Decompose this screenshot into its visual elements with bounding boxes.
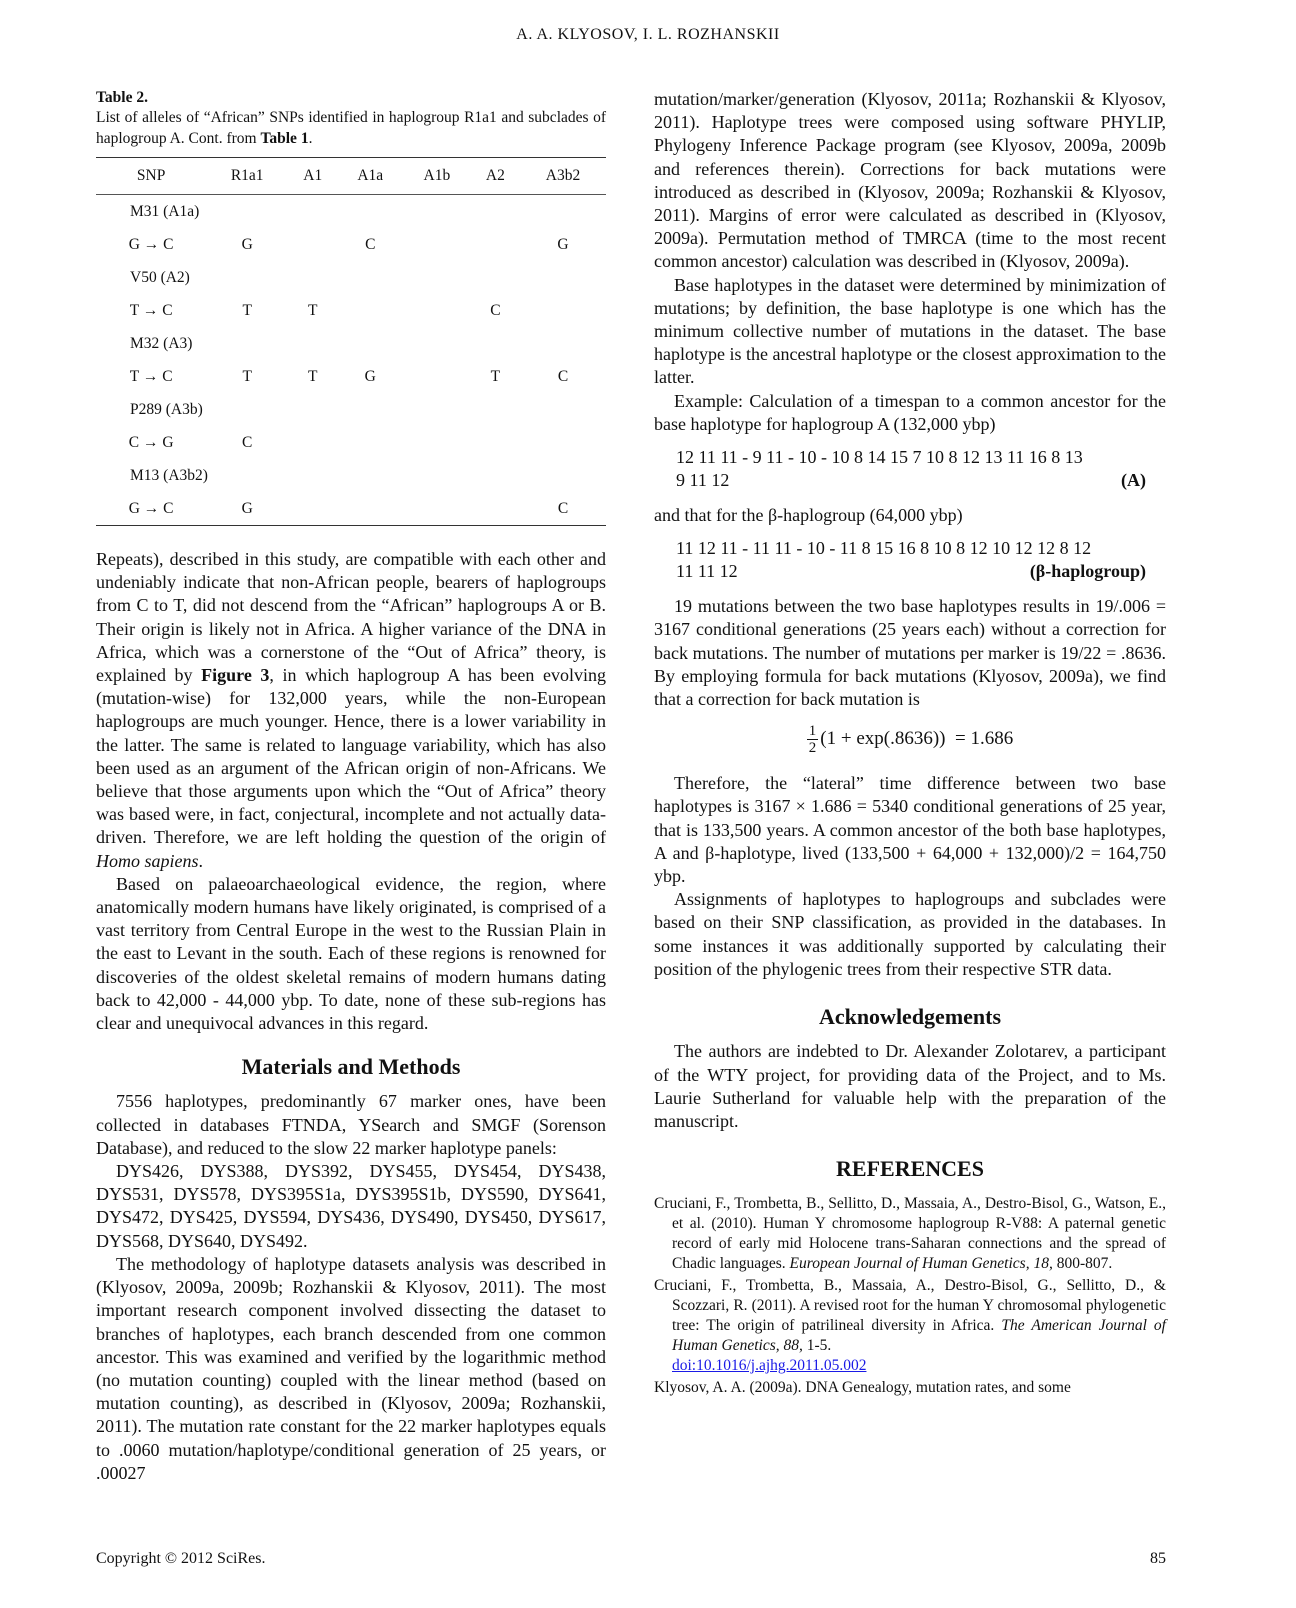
reference-text: Cruciani, F., Trombetta, B., Sellitto, D., Massaia, A., Destro-Bisol, G., Watson, E., et al. (2010). Human Y chromosome haplogroup R-V88: A paternal genetic record of early mid Holocene trans-Saharan connections and the spread of Chadic languages. xyxy=(654,1195,1166,1273)
table-group-row xyxy=(96,459,606,492)
table-cell xyxy=(471,492,520,526)
table-cell xyxy=(288,228,337,261)
text-span: , in which haplogroup A has been evolving (mutation-wise) for 132,000 years, while the non-European haplogroups are much younger. Hence, there is a lower variability in the latter. The same is related to language variability, which has also been used as an argument of the African origin of non-Africans. We believe that those arguments upon which the “Out of Africa” theory was based were, in fact, conjectural, incomplete and not actually data-driven. Therefore, we are left holding the question of the origin of xyxy=(96,665,606,848)
table-cell: C xyxy=(365,235,376,253)
reference-journal: European Journal of Human Genetics, 18, xyxy=(789,1255,1053,1273)
table-group-row xyxy=(96,327,606,360)
snp-table xyxy=(96,157,606,526)
formula-result: = 1.686 xyxy=(955,728,1014,750)
figure-ref: Figure 3 xyxy=(201,665,270,686)
body-paragraph: Assignments of haplotypes to haplogroups and subclades were based on their SNP classification, as provided in the databases. In some instances it was additionally supported by calculating their position of the phylogenic trees from their respective STR data. xyxy=(654,889,1166,979)
group-label: V50 (A2) xyxy=(130,268,190,286)
acknowledgements-text: The authors are indebted to Dr. Alexander Zolotarev, a participant of the WTY project, for providing data of the Project, and to Ms. Laurie Sutherland for valuable help with the preparation of the manuscript. xyxy=(654,1041,1166,1131)
table-row xyxy=(96,228,606,261)
table-row xyxy=(96,492,606,526)
caption-text: List of alleles of “African” SNPs identified in haplogroup R1a1 and subclades of haplogroup A. Cont. from xyxy=(96,109,606,147)
table-row xyxy=(96,294,606,327)
section-heading-references: REFERENCES xyxy=(836,1156,984,1182)
body-paragraph: Based on palaeoarchaeological evidence, the region, where anatomically modern humans have likely originated, is comprised of a vast territory from Central Europe in the west to the Russian Plain in the east to Levant in the south. Each of these regions is renowned for discoveries of the oldest skeletal remains of modern humans dating back to 42,000 - 44,000 ybp. To date, none of these sub-regions has clear and unequivocal advances in this regard. xyxy=(96,873,606,1034)
haplotype-beta-label: (β-haplogroup) xyxy=(1029,561,1146,582)
table-cell: G → C xyxy=(128,235,174,253)
table-cell: T xyxy=(308,301,318,319)
group-label: M32 (A3) xyxy=(130,334,193,352)
table-cell xyxy=(520,426,606,459)
body-paragraph: 19 mutations between the two base haplotypes results in 19/.006 = 3167 conditional generations (25 years each) without a correction for back mutations. The number of mutations per marker is 19/22 = .8636. By employing formula for back mutations (Klyosov, 2009a), we find that a correction for back mutation is xyxy=(654,596,1166,710)
table-cell: G xyxy=(557,235,569,253)
table-caption xyxy=(96,108,606,149)
formula-numerator: 1 xyxy=(808,723,817,740)
body-paragraph: Therefore, the “lateral” time difference between two base haplotypes is 3167 × 1.686 = 5340 conditional generations of 25 year, that is 133,500 years. A common ancestor of the both base haplotypes, A and β-haplotype, lived (133,500 + 64,000 + 132,000)/2 = 164,750 ybp. xyxy=(654,773,1166,887)
formula-body: (1 + exp(.8636)) xyxy=(820,728,946,750)
header-r1a1: R1a1 xyxy=(230,167,264,185)
table-cell: T xyxy=(490,367,501,385)
table-cell: T → C xyxy=(129,301,173,319)
body-paragraph: The methodology of haplotype datasets analysis was described in (Klyosov, 2009a, 2009b; Rozhanskii & Klyosov, 2011). The most important research component involved dissecting the dataset to branches of haplotypes, each branch descended from one common ancestor. This was examined and verified by the logarithmic method (no mutation counting) coupled with the linear method (based on mutation counting), as described in (Klyosov, 2009a; Rozhanskii, 2011). The mutation rate constant for the 22 marker haplotypes equals to .0060 mutation/haplotype/conditional generation of 25 years, or .00027 xyxy=(96,1253,606,1483)
haplotype-a-line2-row xyxy=(676,469,1166,492)
caption-end: . xyxy=(308,129,313,147)
header-a2: A2 xyxy=(485,167,505,185)
italic-term: Homo sapiens xyxy=(96,850,199,871)
body-paragraph: mutation/marker/generation (Klyosov, 2011a; Rozhanskii & Klyosov, 2011). Haplotype trees were composed using software PHYLIP, Phylogeny Inference Package program (see Klyosov, 2009a, 2009b and references therein). Corrections for back mutations were introduced as described in (Klyosov, 2009a; Rozhanskii & Klyosov, 2011). Margins of error were calculated as described in (Klyosov, 2009a). Permutation method of TMRCA (time to the most recent common ancestor) calculation was described in (Klyosov, 2009a). xyxy=(654,89,1166,272)
table-cell: T → C xyxy=(129,367,173,385)
table-cell xyxy=(337,492,403,526)
right-column xyxy=(654,88,1166,1400)
table-cell xyxy=(288,492,337,526)
table-cell xyxy=(520,294,606,327)
group-label: P289 (A3b) xyxy=(130,400,203,418)
header-a1a: A1a xyxy=(357,167,384,185)
reference-list xyxy=(654,1194,1166,1398)
body-paragraph: 7556 haplotypes, predominantly 67 marker ones, have been collected in databases FTNDA, YSearch and SMGF (Sorenson Database), and reduced to the slow 22 marker haplotype panels: xyxy=(96,1091,606,1158)
body-paragraph xyxy=(96,548,606,873)
table-cell xyxy=(337,294,403,327)
reference-text: Cruciani, F., Trombetta, B., Massaia, A., Destro-Bisol, G., Sellitto, D., & Scozzari, R. (2011). A revised root for the human Y chromosomal phylogenetic tree: The origin of patrilineal diversity in Africa. xyxy=(654,1277,1166,1335)
table-cell xyxy=(403,426,471,459)
text-span: Repeats), described in this study, are compatible with each other and undeniably indicate that non-African people, bearers of haplogroups from C to T, did not descend from the “African” haplogroups A or B. Their origin is likely not in Africa. A higher variance of the DNA in Africa, which was a cornerstone of the “Out of Africa” theory, is explained by xyxy=(96,549,606,686)
copyright-footer: Copyright © 2012 SciRes. xyxy=(96,1550,266,1567)
haplotype-beta-line2-row xyxy=(676,560,1166,583)
haplotype-a-label: (A) xyxy=(1121,470,1146,491)
table-cell: C → G xyxy=(128,433,174,451)
body-paragraph: Example: Calculation of a timespan to a common ancestor for the base haplotype for haplogroup A (132,000 ybp) xyxy=(654,390,1166,434)
section-heading-methods: Materials and Methods xyxy=(241,1054,461,1080)
reference-text: 800-807. xyxy=(1052,1255,1113,1273)
haplotype-beta xyxy=(654,537,1166,583)
reference-text: 1-5. xyxy=(802,1337,832,1355)
table-cell xyxy=(403,294,471,327)
text-span: . xyxy=(198,850,203,871)
body-paragraph: Base haplotypes in the dataset were determined by minimization of mutations; by definition, the base haplotype is one which has the minimum collective number of mutations in the dataset. The base haplotype is the ancestral haplotype or the closest approximation to the latter. xyxy=(654,274,1166,388)
group-label: M31 (A1a) xyxy=(130,202,200,220)
reference-journal: The American Journal of Human Genetics, 88, xyxy=(672,1317,1166,1355)
formula-fraction xyxy=(807,723,819,756)
page-number: 85 xyxy=(1150,1550,1166,1567)
table-cell xyxy=(403,492,471,526)
haplotype-a xyxy=(654,446,1166,492)
table-cell xyxy=(471,228,520,261)
caption-table-ref: Table 1 xyxy=(260,129,309,147)
reference-item: Klyosov, A. A. (2009a). DNA Genealogy, mutation rates, and some xyxy=(654,1379,1071,1397)
haplotype-a-line2: 9 11 12 xyxy=(676,470,730,491)
section-heading-acknowledgements: Acknowledgements xyxy=(818,1004,1002,1030)
table-cell: T xyxy=(308,367,318,385)
table-cell: G xyxy=(206,492,288,526)
group-label: M13 (A3b2) xyxy=(130,466,208,484)
body-paragraph: and that for the β-haplogroup (64,000 ybp) xyxy=(654,505,963,526)
header-snp: SNP xyxy=(136,167,166,185)
table-title: Table 2. xyxy=(96,89,148,106)
table-cell xyxy=(403,360,471,393)
table-row xyxy=(96,426,606,459)
doi-link[interactable]: doi:10.1016/j.ajhg.2011.05.002 xyxy=(672,1357,867,1375)
table-cell: C xyxy=(242,433,253,451)
header-a1b: A1b xyxy=(423,167,451,185)
table-row xyxy=(96,360,606,393)
back-mutation-formula xyxy=(654,723,1166,756)
table-cell: C xyxy=(490,301,501,319)
table-cell: C xyxy=(520,492,606,526)
table-cell: G → C xyxy=(96,492,206,526)
table-group-row xyxy=(96,195,606,229)
header-a3b2: A3b2 xyxy=(545,167,581,185)
table-cell: T xyxy=(242,367,252,385)
table-group-row xyxy=(96,261,606,294)
table-cell: C xyxy=(557,367,569,385)
haplotype-beta-line2: 11 11 12 xyxy=(676,561,738,582)
reference-item xyxy=(654,1276,1166,1376)
table-cell xyxy=(288,426,337,459)
reference-item xyxy=(654,1194,1166,1274)
table-cell: T xyxy=(242,301,252,319)
table-group-row xyxy=(96,393,606,426)
table-header-row xyxy=(96,158,606,195)
running-head: A. A. KLYOSOV, I. L. ROZHANSKII xyxy=(516,26,780,43)
table-cell xyxy=(337,426,403,459)
table-cell xyxy=(471,426,520,459)
left-column xyxy=(96,88,606,1485)
table-cell xyxy=(403,228,471,261)
haplotype-beta-line1: 11 12 11 - 11 11 - 10 - 11 8 15 16 8 10 8 12 10 12 12 8 12 xyxy=(676,538,1092,559)
table-cell: G xyxy=(364,367,376,385)
haplotype-a-line1: 12 11 11 - 9 11 - 10 - 10 8 14 15 7 10 8 12 13 11 16 8 13 xyxy=(676,447,1083,468)
marker-list: DYS426, DYS388, DYS392, DYS455, DYS454, DYS438, DYS531, DYS578, DYS395S1a, DYS395S1b, DYS590, DYS641, DYS472, DYS425, DYS594, DYS436, DYS490, DYS450, DYS617, DYS568, DYS640, DYS492. xyxy=(96,1161,606,1251)
table-cell: G xyxy=(241,235,253,253)
formula-denominator: 2 xyxy=(808,740,817,757)
header-a1: A1 xyxy=(303,167,323,185)
